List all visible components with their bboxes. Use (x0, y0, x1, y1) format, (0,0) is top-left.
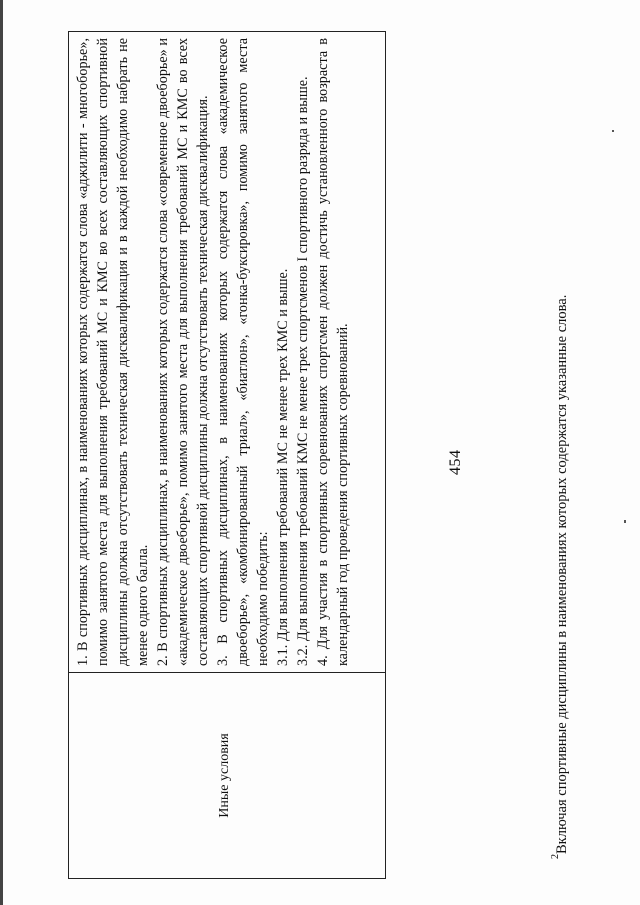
condition-4: 4. Для участия в спортивных соревнованиях спортсмен должен достичь установленного возраста в календарный год проведения спортивных соревнований. (315, 38, 351, 666)
footnote-mark: 2 (550, 854, 561, 859)
footnote (552, 295, 571, 859)
page-number: 454 (447, 449, 464, 475)
condition-3-1: 3.1. Для выполнения требований МС не менее трех КМС и выше. (275, 268, 291, 666)
conditions-cell (69, 32, 385, 672)
conditions-table (68, 31, 386, 879)
row-label: Иные условия (217, 733, 232, 818)
row-label-cell (69, 672, 385, 878)
footnote-text: Включая спортивные дисциплины в наименованиях которых содержатся указанные слова. (553, 294, 570, 854)
condition-3-2: 3.2. Для выполнения требований КМС не менее трех спортсменов I спортивного разряда и выше. (295, 76, 311, 666)
condition-2: 2. В спортивных дисциплинах, в наименованиях которых содержатся слова «современное двоеборье» и «академическое двоеборье», помимо занятого места для выполнения требований МС и КМС во всех составляющих спортивной дисциплины должна отсутствовать техническая дисквалификация. (155, 38, 211, 666)
condition-3: 3. В спортивных дисциплинах, в наименованиях которых содержатся слова «академическое двоеборье», «комбинированный триал», «биатлон», «гонка-буксировка», помимо занятого места необходимо победить: (215, 38, 271, 666)
condition-1: 1. В спортивных дисциплинах, в наименованиях которых содержатся слова «аджилити - многоборье», помимо занятого места для выполнения требований МС и КМС во всех составляющих спортивной дисциплины должна отсутствовать техническая дисквалификация и в каждой необходимо набрать не менее одного балла. (75, 38, 151, 666)
